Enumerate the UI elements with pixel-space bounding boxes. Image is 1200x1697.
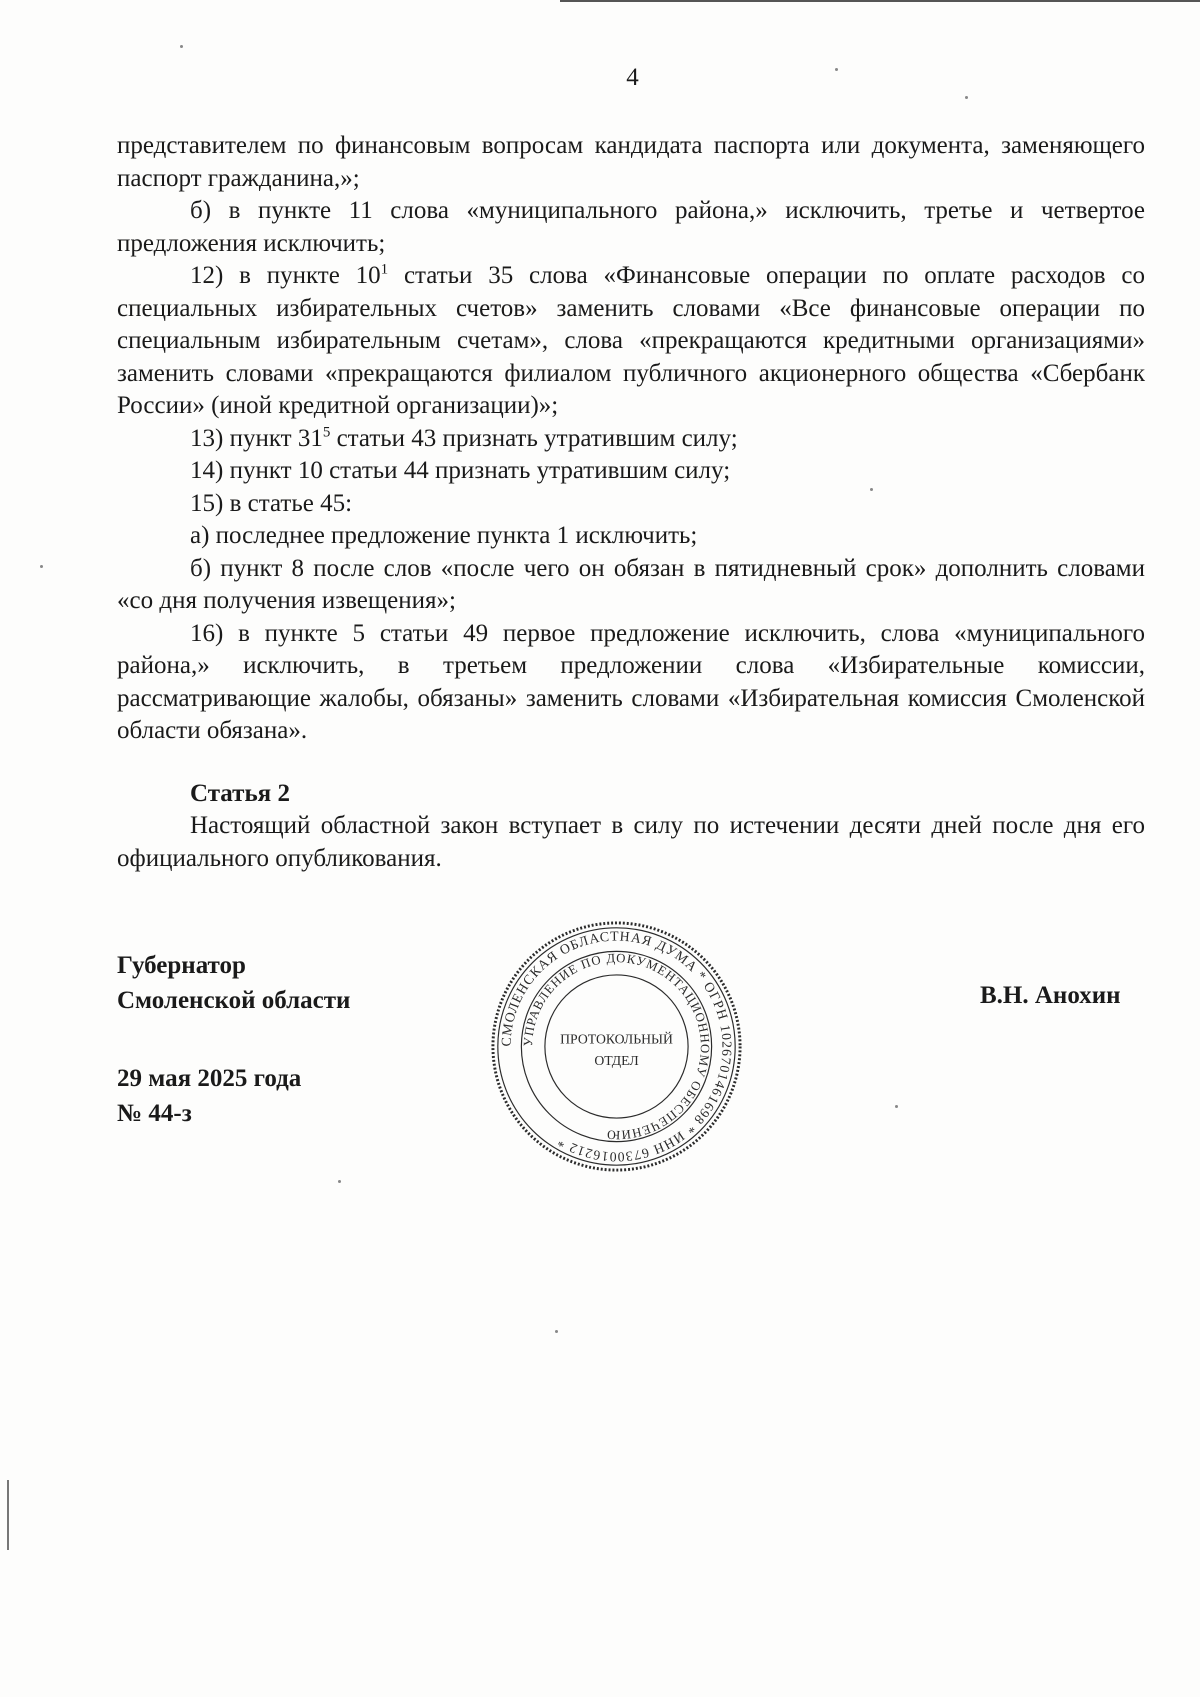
scan-edge-mark (7, 1480, 9, 1550)
paragraph-item-14: 14) пункт 10 статьи 44 признать утратившим силу; (190, 457, 731, 484)
scan-speck (965, 96, 968, 99)
scan-speck (835, 68, 838, 71)
paragraph-item-15a: а) последнее предложение пункта 1 исключить; (190, 522, 698, 549)
item-12-superscript: 1 (380, 261, 389, 278)
paragraph-item-15: 15) в статье 45: (190, 489, 353, 517)
signatory-position-line1: Губернатор (117, 952, 246, 979)
official-stamp (489, 919, 744, 1174)
scan-speck (180, 45, 183, 48)
signatory-name: В.Н. Анохин (980, 982, 1121, 1009)
stamp-outer-text: СМОЛЕНСКАЯ ОБЛАСТНАЯ ДУМА * ОГРН 1026701461698 * ИНН 6730016212 * (498, 928, 735, 1165)
scan-speck (895, 1105, 898, 1108)
item-12-rest: статьи 35 слова «Финансовые операции по оплате расходов со специальных избирательных счетов» заменить словами «Все финансовые операции по специальным избирательным счетам», слова «прекращаются кредитными организациями» заменить словами «прекращаются филиалом публичного акционерного общества «Сбербанк России» (иной кредитной организации)»; (117, 262, 1145, 419)
item-12-lead: 12) в пункте 10 (190, 262, 381, 289)
paragraph-item-13 (117, 423, 1145, 456)
scan-speck (338, 1180, 341, 1183)
article-2-title: Статья 2 (190, 779, 290, 807)
signatory-position-line2: Смоленской области (117, 987, 351, 1014)
stamp-inner-text: УПРАВЛЕНИЕ ПО ДОКУМЕНТАЦИОННОМУ ОБЕСПЕЧЕНИЮ (521, 951, 712, 1143)
document-body (117, 130, 1145, 875)
stamp-center-line1: ПРОТОКОЛЬНЫЙ (560, 1031, 673, 1047)
scan-edge-line (560, 0, 1200, 2)
paragraph-item-11b: б) в пункте 11 слова «муниципального района,» исключить, третье и четвертое предложения исключить; (117, 197, 1145, 257)
stamp-center-line2: ОТДЕЛ (594, 1053, 639, 1069)
scan-speck (870, 488, 873, 491)
paragraph-item-12 (117, 260, 1145, 423)
paragraph-item-16: 16) в пункте 5 статьи 49 первое предложение исключить, слова «муниципального района,» исключить, в третьем предложении слова «Избирательные комиссии, рассматривающие жалобы, обязаны» заменить словами «Избирательная комиссия Смоленской области обязана». (117, 619, 1145, 744)
article-2 (117, 778, 1145, 876)
signature-block (117, 948, 350, 1131)
paragraph-continuation: представителем по финансовым вопросам кандидата паспорта или документа, заменяющего паспорт гражданина,»; (117, 132, 1145, 192)
law-date: 29 мая 2025 года (117, 1065, 302, 1092)
item-13-superscript: 5 (322, 424, 331, 441)
item-13-lead: 13) пункт 31 (190, 424, 323, 452)
scan-speck (40, 565, 43, 568)
law-number: № 44-з (117, 1100, 192, 1127)
scan-speck (555, 1330, 558, 1333)
article-2-text: Настоящий областной закон вступает в силу по истечении десяти дней после дня его официального опубликования. (117, 812, 1145, 872)
paragraph-item-15b: б) пункт 8 после слов «после чего он обязан в пятидневный срок» дополнить словами «со дня получения извещения»; (117, 554, 1145, 614)
page-number: 4 (626, 64, 639, 91)
item-13-rest: статьи 43 признать утратившим силу; (330, 424, 738, 452)
